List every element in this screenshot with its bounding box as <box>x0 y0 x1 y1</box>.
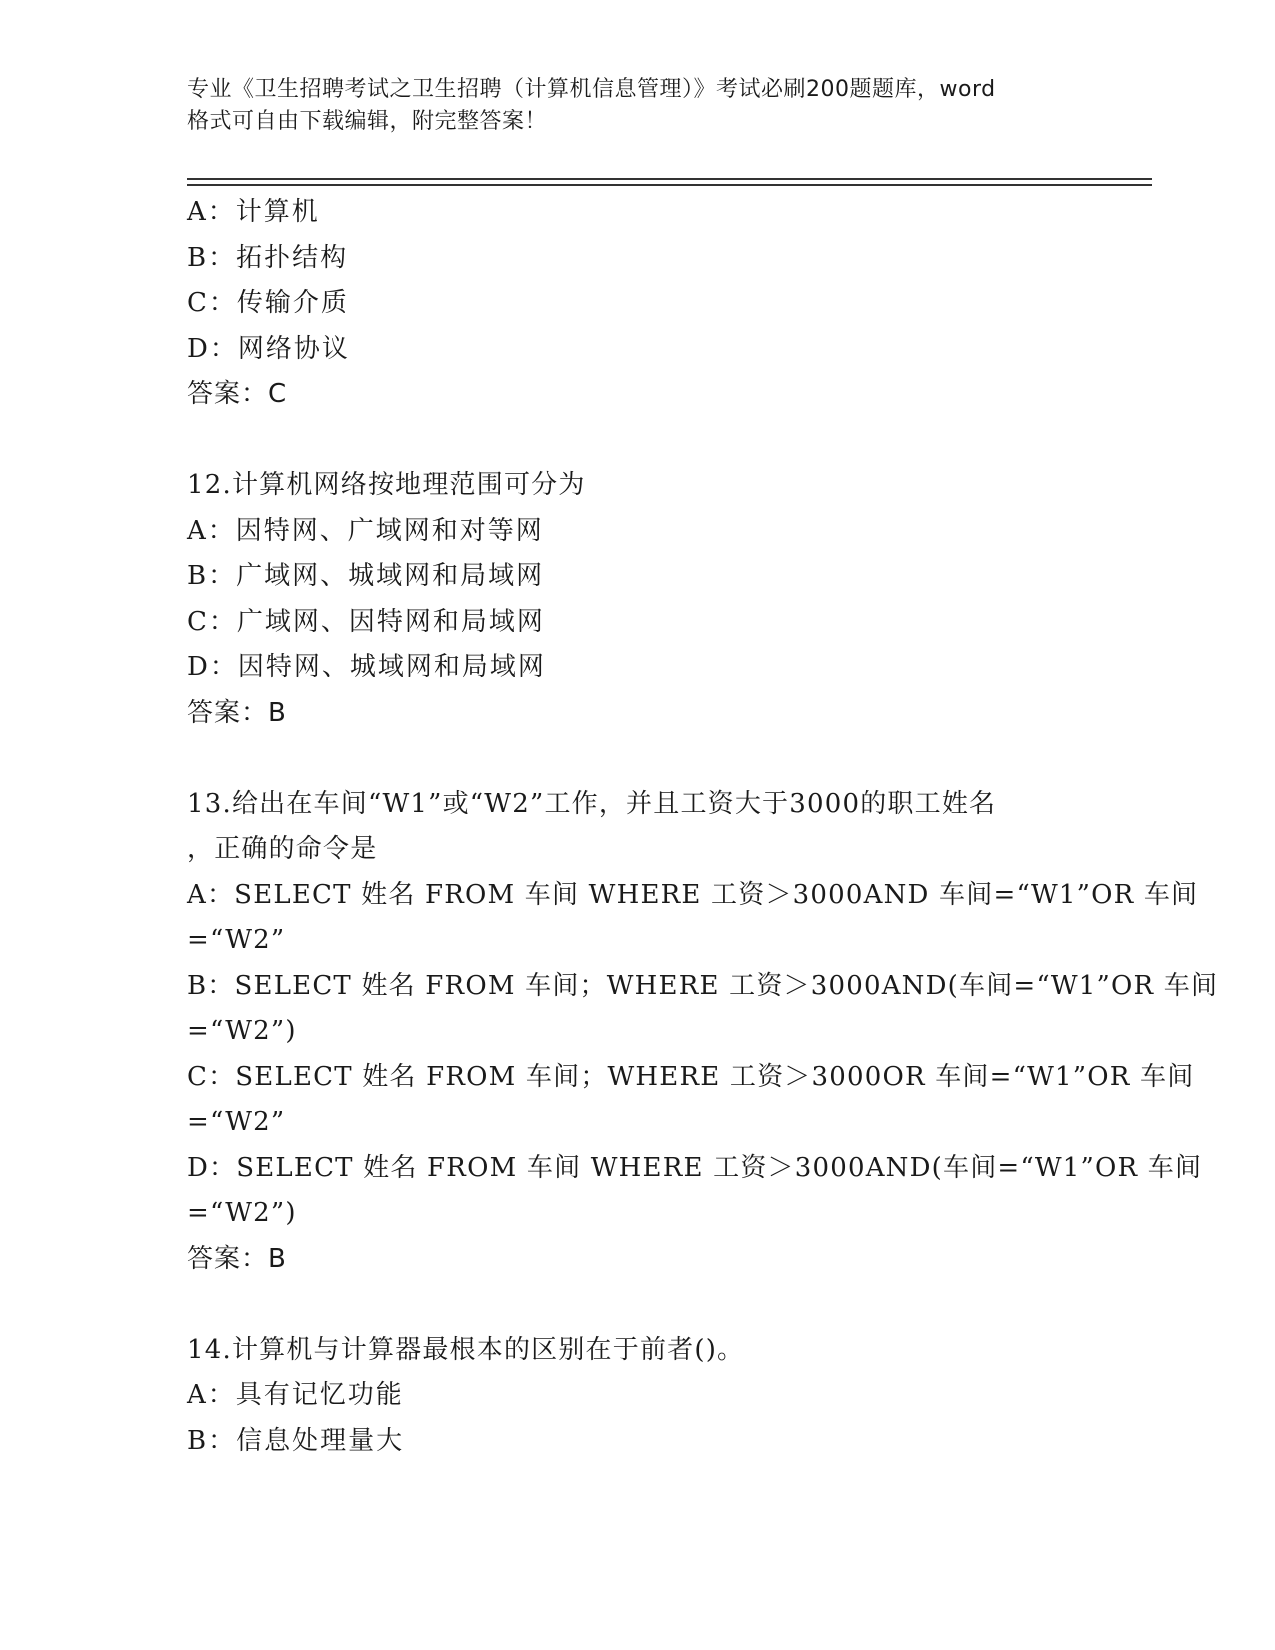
spacer <box>187 418 1087 464</box>
header-divider-bottom <box>187 184 1152 186</box>
option-b-line-2: =“W2”) <box>187 1016 297 1046</box>
spacer <box>187 736 1087 782</box>
option-a-line-2: =“W2” <box>187 925 286 955</box>
option-b: B：拓扑结构 <box>187 242 349 273</box>
spacer <box>187 1282 1087 1328</box>
option-a: A：因特网、广域网和对等网 <box>187 515 544 546</box>
question-text: 12.计算机网络按地理范围可分为 <box>187 470 586 500</box>
option-d: D：因特网、城域网和局域网 <box>187 652 546 682</box>
question-block-13 <box>187 782 1219 1283</box>
question-text-line-2: ，正确的命令是 <box>187 834 378 864</box>
question-block-11 <box>187 190 1087 418</box>
option-b: B：广域网、城域网和局域网 <box>187 561 545 591</box>
question-text-line-1: 13.给出在车间“W1”或“W2”工作，并且工资大于3000的职工姓名 <box>187 788 997 819</box>
option-a: A：计算机 <box>187 197 320 227</box>
option-b: B：信息处理量大 <box>187 1425 405 1456</box>
answer-text: 答案：B <box>187 1243 287 1274</box>
document-header <box>187 74 1087 138</box>
option-a: A：具有记忆功能 <box>187 1380 404 1410</box>
option-c-line-2: =“W2” <box>187 1107 286 1137</box>
answer-text: 答案：B <box>187 697 287 728</box>
header-line-1: 专业《卫生招聘考试之卫生招聘（计算机信息管理）》考试必刷200题题库，word <box>187 77 996 102</box>
answer-text: 答案：C <box>187 379 288 409</box>
option-b-line-1: B：SELECT 姓名 FROM 车间；WHERE 工资＞3000AND(车间=“W1”OR 车间 <box>187 970 1219 1001</box>
option-d-line-1: D：SELECT 姓名 FROM 车间 WHERE 工资＞3000AND(车间=“W1”OR 车间 <box>187 1152 1203 1183</box>
header-divider-top <box>187 178 1152 180</box>
question-text: 14.计算机与计算器最根本的区别在于前者()。 <box>187 1334 745 1365</box>
question-block-12 <box>187 463 1087 736</box>
document-body <box>187 190 1219 1464</box>
option-d-line-2: =“W2”) <box>187 1198 297 1228</box>
question-block-14 <box>187 1328 1087 1465</box>
header-line-2: 格式可自由下载编辑，附完整答案！ <box>187 109 548 134</box>
option-d: D：网络协议 <box>187 333 350 364</box>
option-c-line-1: C：SELECT 姓名 FROM 车间；WHERE 工资＞3000OR 车间=“W1”OR 车间 <box>187 1061 1195 1092</box>
option-c: C：广域网、因特网和局域网 <box>187 606 545 637</box>
option-c: C：传输介质 <box>187 288 349 318</box>
option-a-line-1: A：SELECT 姓名 FROM 车间 WHERE 工资＞3000AND 车间=“W1”OR 车间 <box>187 879 1199 910</box>
